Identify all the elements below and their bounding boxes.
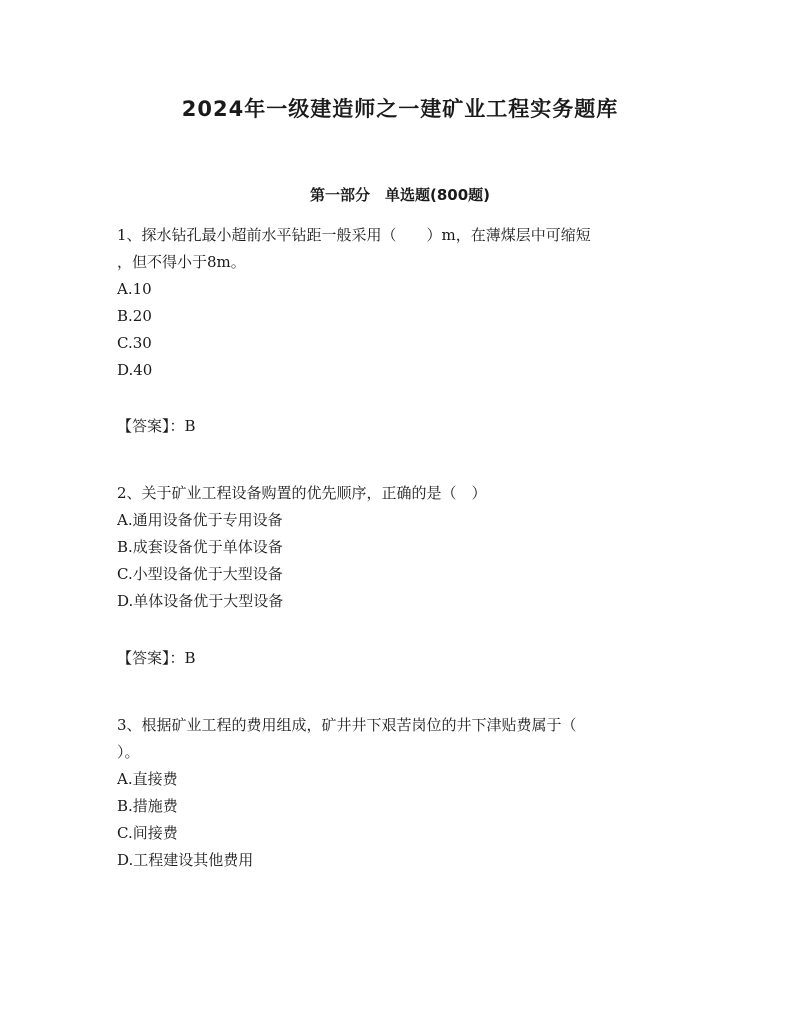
- question-1-option-c: C.30: [117, 334, 152, 352]
- question-1-answer: 【答案】：B: [117, 417, 196, 435]
- question-3-stem-line-2: ）。: [117, 743, 140, 761]
- question-1: [117, 222, 687, 384]
- question-3-stem-line-1: 3、根据矿业工程的费用组成，矿井井下艰苦岗位的井下津贴费属于（: [117, 716, 577, 734]
- question-1-stem-line-2: ，但不得小于8m。: [117, 253, 246, 271]
- question-3-option-d: D.工程建设其他费用: [117, 851, 254, 869]
- question-3-option-c: C.间接费: [117, 824, 178, 842]
- question-3-option-b: B.措施费: [117, 797, 178, 815]
- question-1-option-b: B.20: [117, 307, 152, 325]
- question-2-stem-line-1: 2、关于矿业工程设备购置的优先顺序，正确的是（ ）: [117, 484, 487, 502]
- question-2: [117, 480, 687, 615]
- question-3: [117, 712, 687, 874]
- question-2-option-d: D.单体设备优于大型设备: [117, 592, 284, 610]
- question-2-option-a: A.通用设备优于专用设备: [117, 511, 283, 529]
- question-2-answer: 【答案】：B: [117, 649, 196, 667]
- question-1-option-d: D.40: [117, 361, 153, 379]
- document-title: 2024年一级建造师之一建矿业工程实务题库: [181, 97, 619, 121]
- question-1-option-a: A.10: [117, 280, 152, 298]
- question-1-stem-line-1: 1、探水钻孔最小超前水平钻距一般采用（ ）m，在薄煤层中可缩短: [117, 226, 591, 244]
- question-2-option-c: C.小型设备优于大型设备: [117, 565, 283, 583]
- question-2-option-b: B.成套设备优于单体设备: [117, 538, 283, 556]
- question-3-option-a: A.直接费: [117, 770, 178, 788]
- section-title: 第一部分 单选题(800题): [309, 186, 491, 204]
